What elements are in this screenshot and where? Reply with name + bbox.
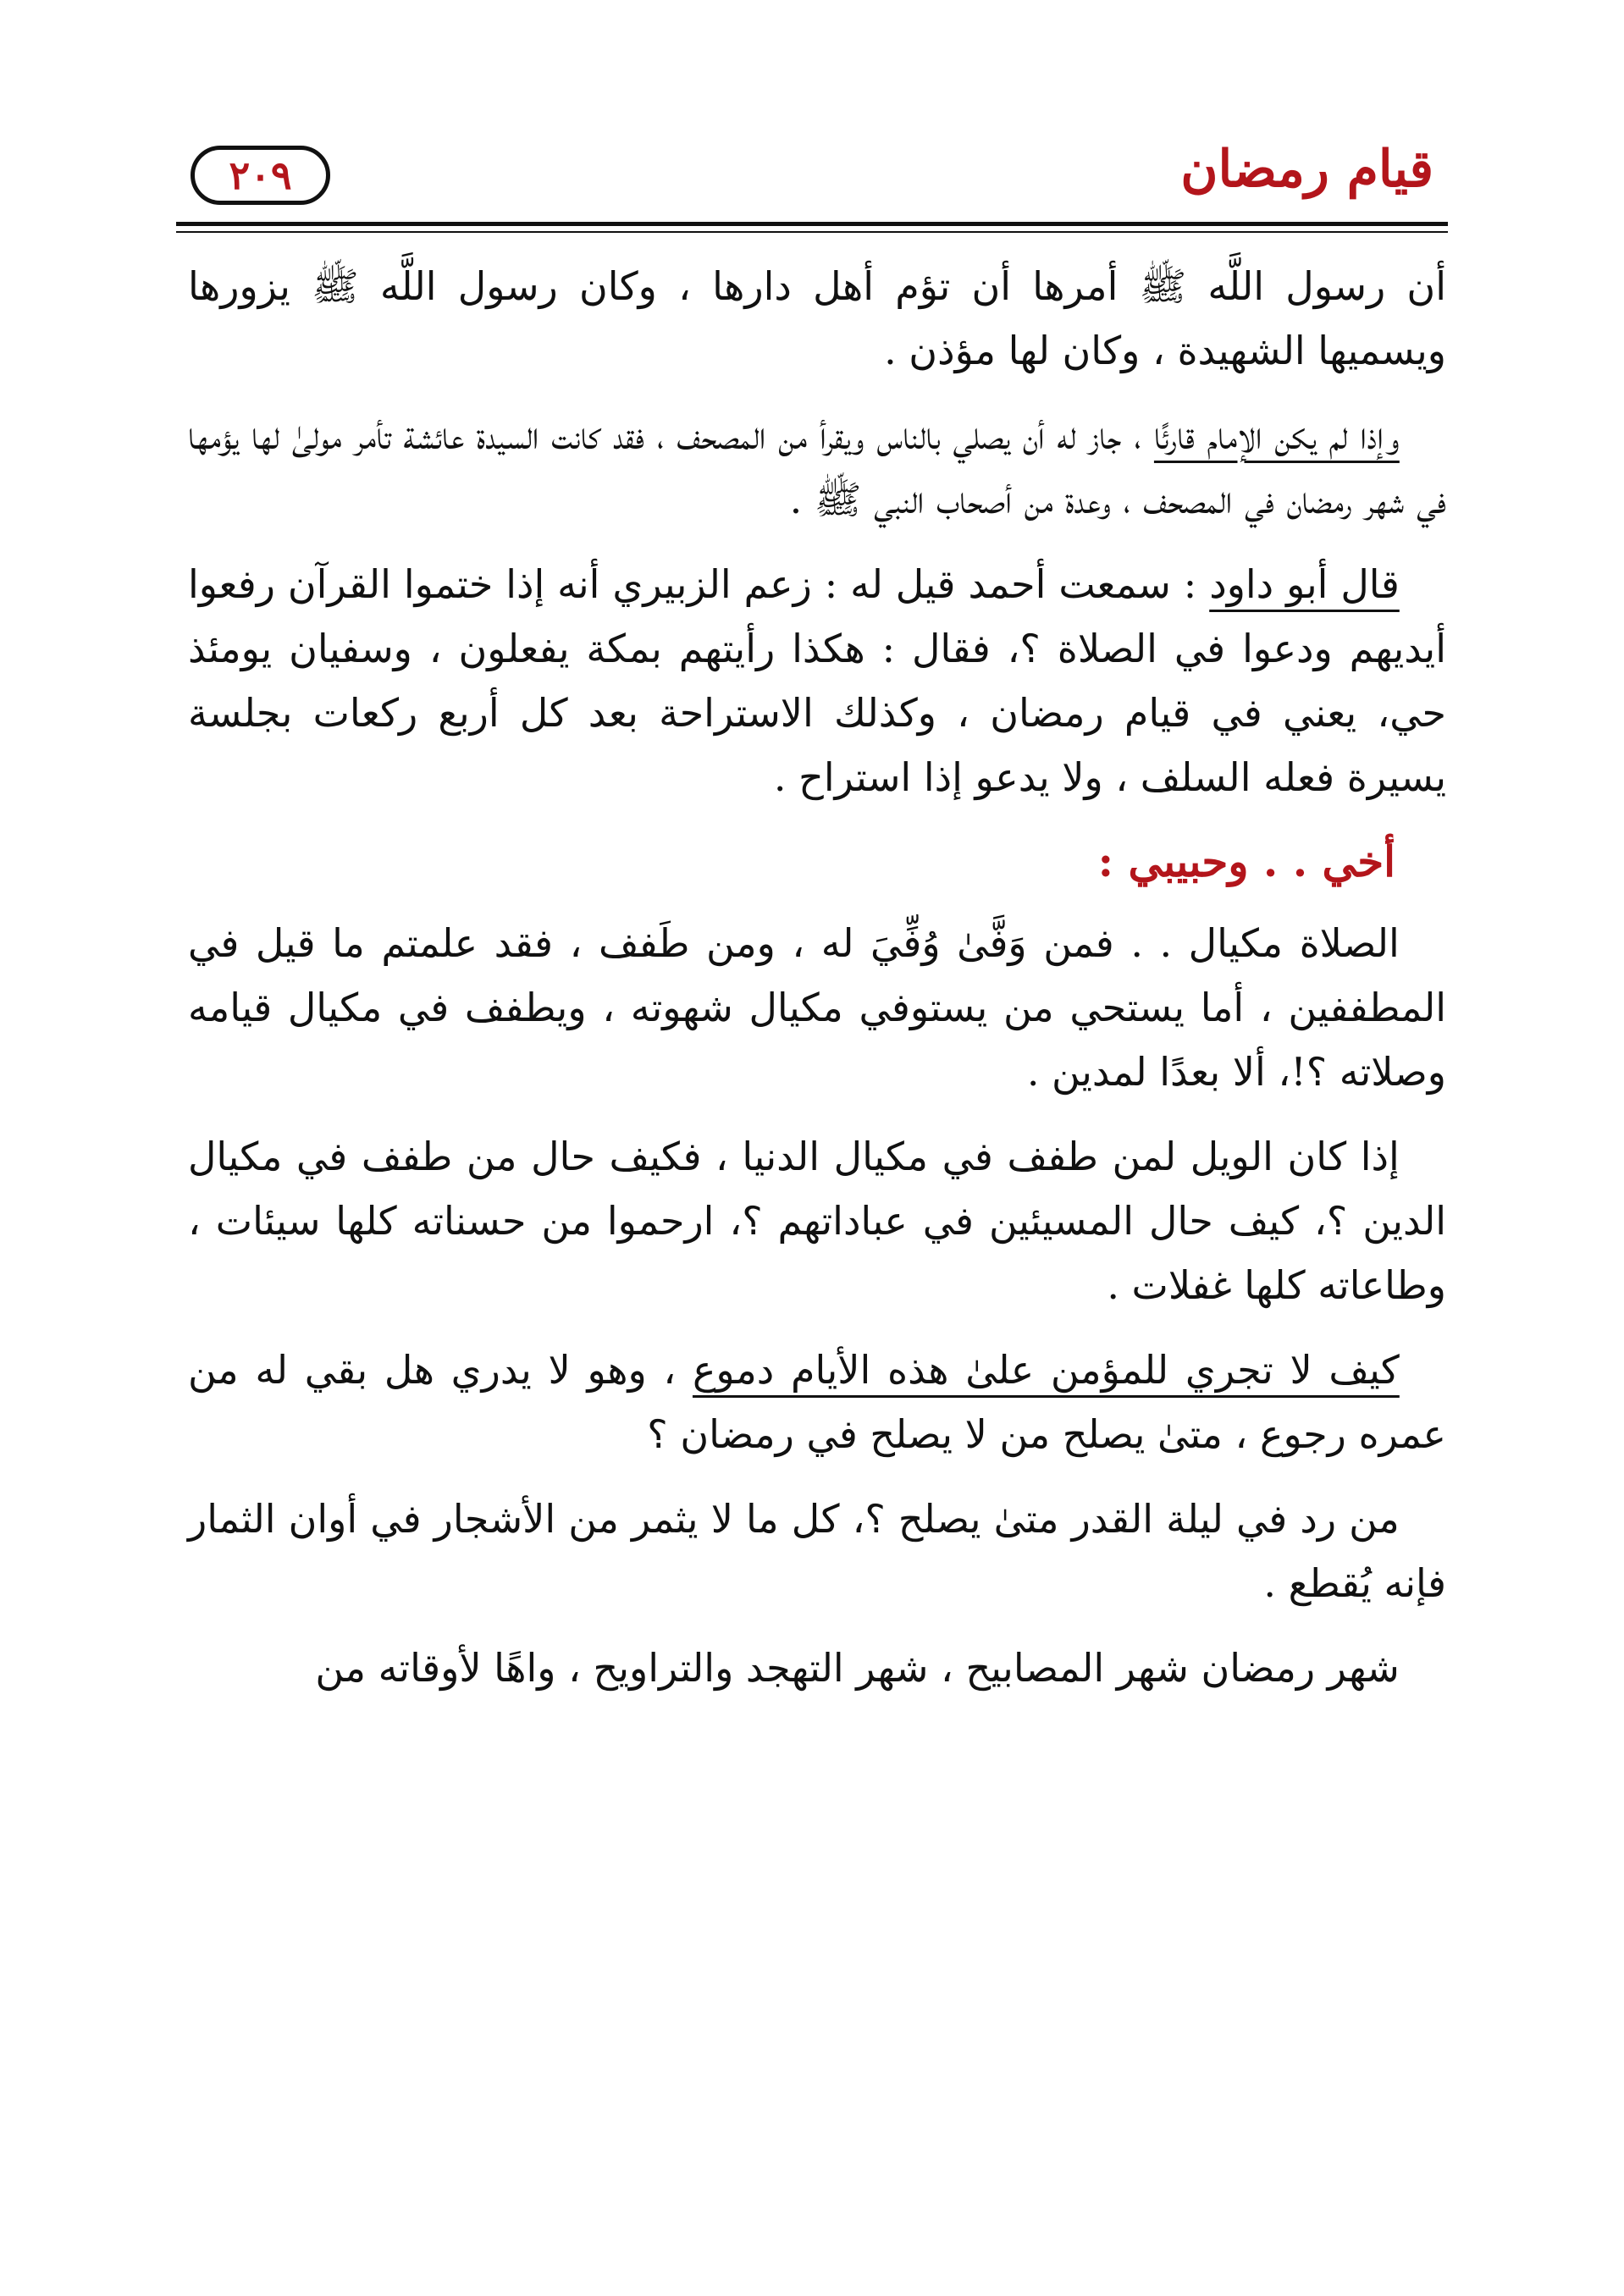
page-number-badge <box>191 146 330 205</box>
running-header-title: قيام رمضان <box>1180 140 1433 199</box>
paragraph-8 <box>188 1636 1446 1700</box>
paragraph-text: الصلاة مكيال . . فمن وَفَّىٰ وُفِّيَ له ، ومن طَفف ، فقد علمتم ما قيل في المطففين ، أما يستحي من يستوفي مكيال شهوته ، ويطفف في مكيال قيامه وصلاته ؟!، ألا بعدًا لمدين . <box>188 920 1446 1095</box>
paragraph-text: شهر رمضان شهر المصابيح ، شهر التهجد والتراويح ، واهًا لأوقاته من <box>315 1645 1400 1691</box>
paragraph-3 <box>188 552 1446 809</box>
paragraph-text: أن رسول اللَّه ﷺ أمرها أن تؤم أهل دارها ، وكان رسول اللَّه ﷺ يزورها ويسميها الشهيدة ، وكان لها مؤذن . <box>188 263 1446 373</box>
section-subheading: أخي . . وحبيبي : <box>1097 836 1395 886</box>
paragraph-7 <box>188 1487 1446 1615</box>
paragraph-2 <box>188 403 1446 532</box>
paragraph-text: إذا كان الويل لمن طفف في مكيال الدنيا ، فكيف حال من طفف في مكيال الدين ؟، كيف حال المسيئين في عباداتهم ؟، ارحموا من حسناته كلها سيئات ، وطاعاته كلها غفلات . <box>188 1134 1446 1308</box>
paragraph-6 <box>188 1338 1446 1466</box>
header-rule-thick <box>176 222 1448 226</box>
page-number: ٢٠٩ <box>229 152 292 198</box>
paragraph-5 <box>188 1124 1446 1317</box>
paragraph-text: ، جاز له أن يصلي بالناس ويقرأ من المصحف ، فقد كانت السيدة عائشة تأمر مولىٰ لها يؤمها في شهر رمضان في المصحف ، وعدة من أصحاب النبي ﷺ . <box>188 412 1446 522</box>
header-rule-thin <box>176 231 1448 233</box>
paragraph-text: ، وهو لا يدري هل بقي له من عمره رجوع ، متىٰ يصلح من لا يصلح في رمضان ؟ <box>188 1347 1446 1457</box>
paragraph-text: : سمعت أحمد قيل له : زعم الزبيري أنه إذا ختموا القرآن رفعوا أيديهم ودعوا في الصلاة ؟، فقال : هكذا رأيتهم بمكة يفعلون ، وسفيان يومئذ حي، يعني في قيام رمضان ، وكذلك الاستراحة بعد كل أربع ركعات بجلسة يسيرة فعله السلف ، ولا يدعو إذا استراح . <box>188 561 1446 800</box>
underlined-lead: كيف لا تجري للمؤمن علىٰ هذه الأيام دموع <box>692 1347 1400 1393</box>
underlined-lead: وإذا لم يكن الإمام قارئًا <box>1153 412 1400 458</box>
paragraph-text: من رد في ليلة القدر متىٰ يصلح ؟، كل ما لا يثمر من الأشجار في أوان الثمار فإنه يُقطع . <box>188 1496 1446 1606</box>
underlined-lead: قال أبو داود <box>1209 561 1400 607</box>
page-body <box>188 254 1446 1720</box>
paragraph-1 <box>188 254 1446 383</box>
paragraph-4 <box>188 911 1446 1104</box>
